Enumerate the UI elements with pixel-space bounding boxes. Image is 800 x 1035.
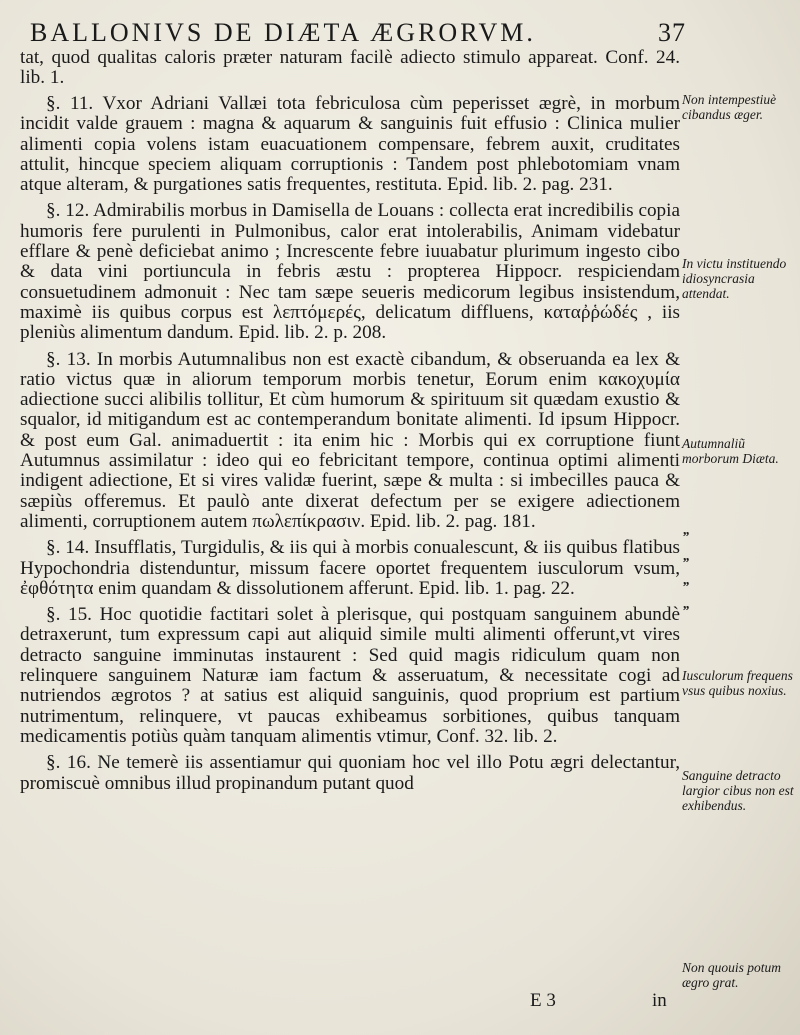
main-text [20, 48, 680, 794]
running-header [30, 18, 686, 48]
margin-note: In victu instituendo idiosyncrasia attendat. [682, 256, 787, 301]
margin-note: Non quouis potum ægro grat. [682, 960, 782, 990]
paragraph-12: §. 12. Admirabilis morbus in Damisella de Louans : collecta erat incredibilis copia humoris fere purulenti in Pulmonibus, calor erat intolerabilis, Animam videbatur efflare & penè deficiebat animo ; Increscente febre iuuabatur plurimum ingesto cibo & data vini portiuncula in febris æstu : propterea Hippocr. respiciendam consuetudinem admonuit : Nec tam sæpe seueris medicorum legibus insistendum, maximè iis quibus corpus est λεπτόμερές, delicatum diffluens, καταῤῥώδές , iis pleniùs alimentum dandum. Epid. lib. 2. p. 208. [20, 200, 680, 344]
catchword: in [652, 990, 667, 1011]
margin-note: Sanguine detracto largior cibus non est exhibendus. [682, 768, 794, 813]
margin-note: Iusculorum frequens vsus quibus noxius. [682, 668, 793, 698]
paragraph-continuation: tat, quod qualitas caloris præter naturam facilè adiecto stimulo appareat. Conf. 24. lib. 1. [20, 47, 680, 89]
paragraph-11: §. 11. Vxor Adriani Vallæi tota febriculosa cùm peperisset ægrè, in morbum incidit valde grauem : magna & aquarum & sanguinis fuit effusio : Clinica mulier alimenti copia volens istam euacuationem compensare, febrem auxit, cruditates attulit, hincque speciem aliquam corruptionis : Tandem post phlebotomiam vnam atque alteram, & purgationes satis frequentes, restituta. Epid. lib. 2. pag. 231. [20, 93, 680, 196]
margin-quote-mark: ” [682, 604, 689, 619]
page-number: 37 [658, 18, 686, 47]
margin-note: Autumnaliũ morborum Diæta. [682, 436, 779, 466]
margin-note: Non intempestiuè cibandus æger. [682, 92, 777, 122]
margin-quote-mark: ” [682, 580, 689, 595]
paragraph-14: §. 14. Insufflatis, Turgidulis, & iis qui à morbis conualescunt, & iis quibus flatibus Hypochondria distenduntur, missum facere oportet frequentem iusculorum vsum, ἐφθότητα enim quandam & dissolutionem afferunt. Epid. lib. 1. pag. 22. [20, 537, 680, 599]
margin-quote-mark: ” [682, 530, 689, 545]
signature-mark: E 3 [530, 990, 556, 1011]
header-title: BALLONIVS DE DIÆTA ÆGRORVM. [30, 18, 536, 47]
paragraph-16: §. 16. Ne temerè iis assentiamur qui quoniam hoc vel illo Potu ægri delectantur, promiscuè omnibus illud propinandum putant quod [20, 752, 680, 794]
paragraph-15: §. 15. Hoc quotidie factitari solet à plerisque, qui postquam sanguinem abundè detraxerunt, tum expressum capi aut aliquid simile multi alimenti offerunt,vt vires detracto sanguine imminutas instaurent : Sed quid magis ridiculum quam non relinquere sanguinem Naturæ iam factum & asseruatum, & necessitate cogi ad nutriendos ægrotos ? at satius est aliquid sanguinis, quod proprium est partium nutrimentum, relinquere, vt paucas exhibeamus sorbitiones, quibus tanquam medicamentis potiùs quàm tanquam alimentis vtimur, Conf. 32. lib. 2. [20, 604, 680, 747]
margin-quote-mark: ” [682, 556, 689, 571]
paragraph-13: §. 13. In morbis Autumnalibus non est exactè cibandum, & obseruanda ea lex & ratio victus quæ in aliorum temporum morbis tenetur, Eorum enim κακοχυμία adiectione succi alibilis tollitur, Et cùm humorum & spirituum sit quædam exustio & squalor, id mitigandum est ac contemperandum bonitate alimenti. Id ipsum Hippocr. & post eum Gal. animaduertit : ita enim hic : Morbis qui ex corruptione fiunt Autumnus assimilatur : ideo qui eo febricitant tempore, continua optimi alimenti indigent adiectione, Et si vires validæ fuerint, sæpe & multa : si imbecilles pauca & sæpiùs offeremus. Et paulò ante dixerat defectum per se exigere adiectionem alimenti, corruptionem autem πωλεπίκρασιν. Epid. lib. 2. pag. 181. [20, 348, 680, 532]
